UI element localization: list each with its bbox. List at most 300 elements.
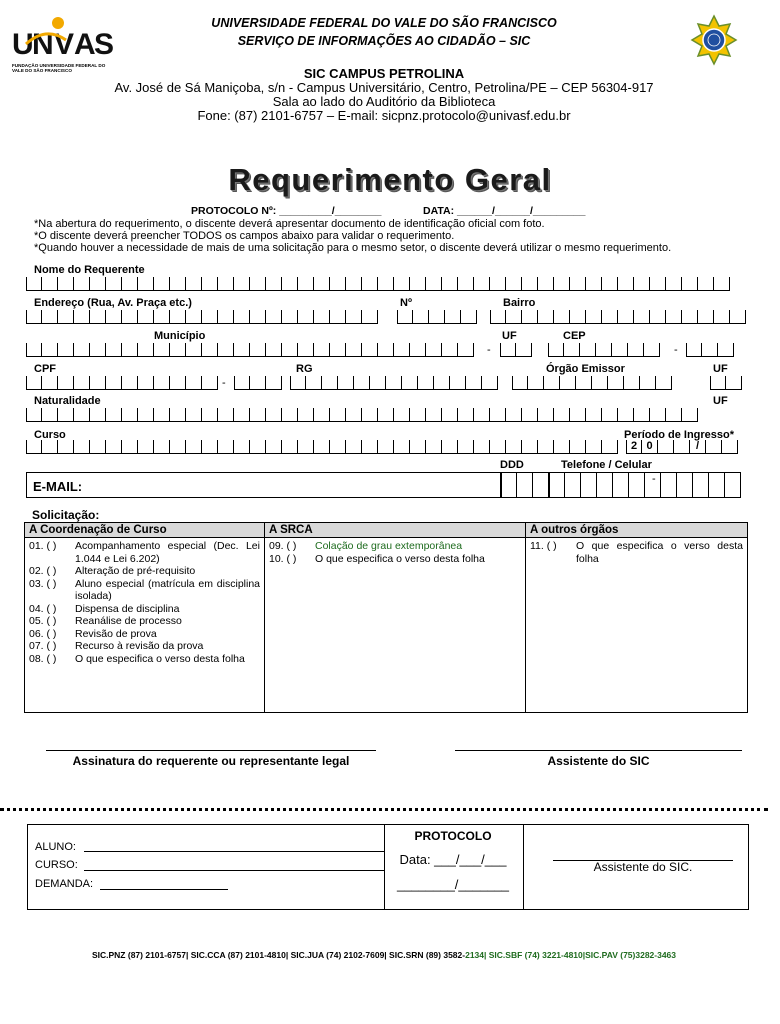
input-cell[interactable] <box>410 277 426 291</box>
input-cell[interactable] <box>138 277 154 291</box>
periodo-cell[interactable]: / <box>690 440 706 454</box>
input-cell[interactable] <box>586 277 602 291</box>
input-cell[interactable] <box>346 277 362 291</box>
input-cell[interactable] <box>122 277 138 291</box>
stub-data[interactable]: Data: ___/___/___ <box>399 852 507 867</box>
input-cell[interactable] <box>370 376 386 390</box>
input-cell[interactable] <box>186 408 202 422</box>
input-cell[interactable] <box>397 310 413 324</box>
input-cell[interactable] <box>170 376 186 390</box>
cpf-input-2[interactable] <box>234 376 282 390</box>
input-cell[interactable] <box>634 277 650 291</box>
input-cell[interactable] <box>202 440 218 454</box>
input-cell[interactable] <box>554 277 570 291</box>
stub-curso-line[interactable] <box>84 870 384 871</box>
input-cell[interactable] <box>418 376 434 390</box>
input-cell[interactable] <box>74 440 90 454</box>
numero-input[interactable] <box>397 310 477 324</box>
orgao-input[interactable] <box>512 376 672 390</box>
input-cell[interactable] <box>282 310 298 324</box>
input-cell[interactable] <box>474 440 490 454</box>
input-cell[interactable] <box>434 376 450 390</box>
input-cell[interactable] <box>702 343 718 357</box>
input-cell[interactable] <box>170 408 186 422</box>
item-checkbox[interactable]: 06. ( ) <box>29 627 57 640</box>
input-cell[interactable] <box>410 408 426 422</box>
input-cell[interactable] <box>725 472 741 498</box>
input-cell[interactable] <box>618 310 634 324</box>
input-cell[interactable] <box>538 408 554 422</box>
input-cell[interactable] <box>314 310 330 324</box>
input-cell[interactable] <box>538 440 554 454</box>
input-cell[interactable] <box>682 408 698 422</box>
input-cell[interactable] <box>442 343 458 357</box>
periodo-cell[interactable] <box>706 440 722 454</box>
input-cell[interactable] <box>26 376 42 390</box>
input-cell[interactable] <box>628 343 644 357</box>
input-cell[interactable] <box>618 277 634 291</box>
input-cell[interactable] <box>458 343 474 357</box>
input-cell[interactable] <box>330 440 346 454</box>
input-cell[interactable] <box>413 310 429 324</box>
input-cell[interactable] <box>282 408 298 422</box>
input-cell[interactable] <box>266 310 282 324</box>
input-cell[interactable] <box>522 408 538 422</box>
input-cell[interactable] <box>474 277 490 291</box>
periodo-cell[interactable]: 0 <box>642 440 658 454</box>
input-cell[interactable] <box>138 408 154 422</box>
input-cell[interactable] <box>490 310 506 324</box>
input-cell[interactable] <box>186 440 202 454</box>
input-cell[interactable] <box>250 376 266 390</box>
input-cell[interactable] <box>522 277 538 291</box>
input-cell[interactable] <box>218 343 234 357</box>
input-cell[interactable] <box>290 376 306 390</box>
input-cell[interactable] <box>234 408 250 422</box>
input-cell[interactable] <box>602 277 618 291</box>
input-cell[interactable] <box>42 376 58 390</box>
input-cell[interactable] <box>597 472 613 498</box>
input-cell[interactable] <box>710 376 726 390</box>
input-cell[interactable] <box>458 277 474 291</box>
municipio-input[interactable] <box>26 343 474 357</box>
endereco-input[interactable] <box>26 310 378 324</box>
input-cell[interactable] <box>650 277 666 291</box>
solicitacao-item[interactable] <box>269 540 521 553</box>
input-cell[interactable] <box>640 376 656 390</box>
input-cell[interactable] <box>202 343 218 357</box>
input-cell[interactable] <box>122 310 138 324</box>
input-cell[interactable] <box>634 408 650 422</box>
input-cell[interactable] <box>58 408 74 422</box>
input-cell[interactable] <box>250 310 266 324</box>
periodo-cell[interactable] <box>658 440 674 454</box>
input-cell[interactable] <box>362 277 378 291</box>
input-cell[interactable] <box>346 343 362 357</box>
input-cell[interactable] <box>106 277 122 291</box>
input-cell[interactable] <box>394 343 410 357</box>
input-cell[interactable] <box>394 277 410 291</box>
input-cell[interactable] <box>282 343 298 357</box>
input-cell[interactable] <box>698 277 714 291</box>
input-cell[interactable] <box>26 277 42 291</box>
input-cell[interactable] <box>378 408 394 422</box>
input-cell[interactable] <box>298 343 314 357</box>
input-cell[interactable] <box>154 408 170 422</box>
input-cell[interactable] <box>106 343 122 357</box>
input-cell[interactable] <box>330 408 346 422</box>
input-cell[interactable] <box>138 310 154 324</box>
input-cell[interactable] <box>544 376 560 390</box>
input-cell[interactable] <box>512 376 528 390</box>
stub-aluno-line[interactable] <box>84 851 384 852</box>
item-checkbox[interactable]: 05. ( ) <box>29 615 57 627</box>
input-cell[interactable] <box>58 376 74 390</box>
input-cell[interactable] <box>450 376 466 390</box>
rg-input[interactable] <box>290 376 498 390</box>
input-cell[interactable] <box>458 408 474 422</box>
input-cell[interactable] <box>466 376 482 390</box>
input-cell[interactable] <box>330 310 346 324</box>
input-cell[interactable] <box>402 376 418 390</box>
input-cell[interactable] <box>266 343 282 357</box>
input-cell[interactable] <box>322 376 338 390</box>
input-cell[interactable] <box>362 343 378 357</box>
input-cell[interactable] <box>693 472 709 498</box>
uf-input-1[interactable] <box>500 343 532 357</box>
input-cell[interactable] <box>394 408 410 422</box>
input-cell[interactable] <box>234 376 250 390</box>
input-cell[interactable] <box>378 440 394 454</box>
nome-input[interactable] <box>26 277 730 291</box>
stub-number[interactable]: ________/_______ <box>396 877 510 892</box>
input-cell[interactable] <box>266 277 282 291</box>
input-cell[interactable] <box>298 408 314 422</box>
input-cell[interactable] <box>596 343 612 357</box>
input-cell[interactable] <box>202 277 218 291</box>
input-cell[interactable] <box>250 343 266 357</box>
input-cell[interactable] <box>122 440 138 454</box>
solicitacao-item[interactable] <box>29 578 260 603</box>
input-cell[interactable] <box>122 408 138 422</box>
periodo-cell[interactable] <box>722 440 738 454</box>
input-cell[interactable] <box>218 440 234 454</box>
input-cell[interactable] <box>442 277 458 291</box>
input-cell[interactable] <box>554 440 570 454</box>
input-cell[interactable] <box>90 277 106 291</box>
input-cell[interactable] <box>170 310 186 324</box>
input-cell[interactable] <box>506 277 522 291</box>
input-cell[interactable] <box>90 343 106 357</box>
input-cell[interactable] <box>314 343 330 357</box>
input-cell[interactable] <box>613 472 629 498</box>
cep-input-1[interactable] <box>548 343 660 357</box>
input-cell[interactable] <box>218 408 234 422</box>
input-cell[interactable] <box>650 408 666 422</box>
solicitacao-item[interactable] <box>29 565 260 578</box>
item-checkbox[interactable]: 08. ( ) <box>29 652 57 665</box>
input-cell[interactable] <box>58 310 74 324</box>
naturalidade-input[interactable] <box>26 408 698 422</box>
input-cell[interactable] <box>426 440 442 454</box>
input-cell[interactable] <box>338 376 354 390</box>
input-cell[interactable] <box>608 376 624 390</box>
input-cell[interactable] <box>202 376 218 390</box>
item-checkbox[interactable]: 02. ( ) <box>29 565 57 577</box>
solicitacao-item[interactable] <box>29 540 260 565</box>
input-cell[interactable] <box>378 343 394 357</box>
input-cell[interactable] <box>410 440 426 454</box>
input-cell[interactable] <box>266 408 282 422</box>
input-cell[interactable] <box>474 408 490 422</box>
input-cell[interactable] <box>26 408 42 422</box>
input-cell[interactable] <box>186 343 202 357</box>
input-cell[interactable] <box>354 376 370 390</box>
input-cell[interactable] <box>266 376 282 390</box>
input-cell[interactable] <box>90 310 106 324</box>
input-cell[interactable] <box>560 376 576 390</box>
input-cell[interactable] <box>154 343 170 357</box>
input-cell[interactable] <box>629 472 645 498</box>
input-cell[interactable] <box>501 472 517 498</box>
input-cell[interactable] <box>90 440 106 454</box>
input-cell[interactable] <box>686 343 702 357</box>
input-cell[interactable] <box>661 472 677 498</box>
input-cell[interactable] <box>234 310 250 324</box>
input-cell[interactable] <box>522 440 538 454</box>
item-checkbox[interactable]: 04. ( ) <box>29 602 57 615</box>
input-cell[interactable] <box>549 472 565 498</box>
cpf-input-1[interactable] <box>26 376 218 390</box>
input-cell[interactable] <box>26 343 42 357</box>
input-cell[interactable] <box>410 343 426 357</box>
input-cell[interactable] <box>330 343 346 357</box>
uf-input-2[interactable] <box>710 376 742 390</box>
item-checkbox[interactable]: 11. ( ) <box>530 540 557 552</box>
periodo-cell[interactable] <box>674 440 690 454</box>
input-cell[interactable] <box>522 310 538 324</box>
input-cell[interactable] <box>490 277 506 291</box>
input-cell[interactable] <box>602 310 618 324</box>
input-cell[interactable] <box>548 343 564 357</box>
solicitacao-item[interactable] <box>29 615 260 628</box>
input-cell[interactable] <box>666 408 682 422</box>
input-cell[interactable] <box>564 343 580 357</box>
bairro-input[interactable] <box>490 310 746 324</box>
input-cell[interactable] <box>426 408 442 422</box>
input-cell[interactable] <box>682 277 698 291</box>
input-cell[interactable] <box>234 440 250 454</box>
input-cell[interactable] <box>482 376 498 390</box>
solicitacao-item[interactable] <box>530 540 743 565</box>
input-cell[interactable] <box>426 277 442 291</box>
input-cell[interactable] <box>570 408 586 422</box>
input-cell[interactable] <box>445 310 461 324</box>
input-cell[interactable] <box>576 376 592 390</box>
input-cell[interactable] <box>362 440 378 454</box>
input-cell[interactable] <box>186 277 202 291</box>
input-cell[interactable] <box>250 440 266 454</box>
input-cell[interactable] <box>730 310 746 324</box>
input-cell[interactable] <box>586 310 602 324</box>
email-input[interactable] <box>26 472 501 498</box>
input-cell[interactable] <box>602 408 618 422</box>
input-cell[interactable] <box>634 310 650 324</box>
input-cell[interactable] <box>298 310 314 324</box>
input-cell[interactable] <box>74 376 90 390</box>
input-cell[interactable] <box>586 408 602 422</box>
input-cell[interactable] <box>581 472 597 498</box>
input-cell[interactable] <box>570 310 586 324</box>
input-cell[interactable] <box>314 408 330 422</box>
input-cell[interactable] <box>250 277 266 291</box>
input-cell[interactable] <box>490 408 506 422</box>
input-cell[interactable] <box>74 408 90 422</box>
item-checkbox[interactable]: 10. ( ) <box>269 552 297 565</box>
input-cell[interactable] <box>154 277 170 291</box>
input-cell[interactable] <box>570 277 586 291</box>
input-cell[interactable] <box>586 440 602 454</box>
input-cell[interactable] <box>218 277 234 291</box>
input-cell[interactable] <box>58 277 74 291</box>
input-cell[interactable] <box>74 343 90 357</box>
input-cell[interactable] <box>528 376 544 390</box>
input-cell[interactable] <box>298 277 314 291</box>
input-cell[interactable] <box>506 310 522 324</box>
input-cell[interactable] <box>170 277 186 291</box>
input-cell[interactable] <box>714 277 730 291</box>
input-cell[interactable] <box>554 408 570 422</box>
input-cell[interactable] <box>42 277 58 291</box>
periodo-cell[interactable]: 2 <box>626 440 642 454</box>
input-cell[interactable] <box>656 376 672 390</box>
input-cell[interactable] <box>650 310 666 324</box>
input-cell[interactable] <box>234 343 250 357</box>
input-cell[interactable] <box>186 376 202 390</box>
input-cell[interactable] <box>74 310 90 324</box>
input-cell[interactable] <box>26 440 42 454</box>
telefone-input[interactable] <box>549 472 741 498</box>
input-cell[interactable] <box>298 440 314 454</box>
input-cell[interactable] <box>362 408 378 422</box>
input-cell[interactable] <box>122 343 138 357</box>
input-cell[interactable] <box>394 440 410 454</box>
input-cell[interactable] <box>202 310 218 324</box>
input-cell[interactable] <box>580 343 596 357</box>
solicitacao-item[interactable] <box>29 603 260 616</box>
input-cell[interactable] <box>698 310 714 324</box>
input-cell[interactable] <box>250 408 266 422</box>
input-cell[interactable] <box>612 343 628 357</box>
input-cell[interactable] <box>506 440 522 454</box>
input-cell[interactable] <box>154 376 170 390</box>
input-cell[interactable] <box>106 408 122 422</box>
input-cell[interactable] <box>266 440 282 454</box>
cep-input-2[interactable] <box>686 343 734 357</box>
input-cell[interactable] <box>202 408 218 422</box>
ddd-input[interactable] <box>501 472 549 498</box>
input-cell[interactable] <box>42 343 58 357</box>
input-cell[interactable] <box>666 277 682 291</box>
input-cell[interactable] <box>346 440 362 454</box>
input-cell[interactable] <box>624 376 640 390</box>
input-cell[interactable] <box>682 310 698 324</box>
input-cell[interactable] <box>234 277 250 291</box>
stub-demanda-line[interactable] <box>100 889 228 890</box>
input-cell[interactable] <box>429 310 445 324</box>
input-cell[interactable] <box>42 310 58 324</box>
input-cell[interactable] <box>58 343 74 357</box>
input-cell[interactable] <box>42 440 58 454</box>
input-cell[interactable] <box>517 472 533 498</box>
input-cell[interactable] <box>106 440 122 454</box>
input-cell[interactable] <box>106 310 122 324</box>
input-cell[interactable] <box>282 440 298 454</box>
solicitacao-item[interactable] <box>269 553 521 566</box>
input-cell[interactable] <box>533 472 549 498</box>
input-cell[interactable] <box>538 310 554 324</box>
input-cell[interactable] <box>138 376 154 390</box>
input-cell[interactable] <box>170 343 186 357</box>
input-cell[interactable] <box>461 310 477 324</box>
input-cell[interactable] <box>506 408 522 422</box>
input-cell[interactable] <box>618 408 634 422</box>
input-cell[interactable] <box>570 440 586 454</box>
input-cell[interactable] <box>170 440 186 454</box>
input-cell[interactable] <box>106 376 122 390</box>
input-cell[interactable] <box>122 376 138 390</box>
input-cell[interactable] <box>58 440 74 454</box>
solicitacao-item[interactable] <box>29 628 260 641</box>
item-checkbox[interactable]: 03. ( ) <box>29 577 57 590</box>
input-cell[interactable] <box>426 343 442 357</box>
input-cell[interactable] <box>490 440 506 454</box>
input-cell[interactable] <box>666 310 682 324</box>
item-checkbox[interactable]: 07. ( ) <box>29 640 57 652</box>
input-cell[interactable] <box>386 376 402 390</box>
input-cell[interactable] <box>42 408 58 422</box>
input-cell[interactable] <box>378 277 394 291</box>
input-cell[interactable] <box>718 343 734 357</box>
input-cell[interactable] <box>726 376 742 390</box>
input-cell[interactable] <box>186 310 202 324</box>
input-cell[interactable] <box>677 472 693 498</box>
input-cell[interactable] <box>458 440 474 454</box>
input-cell[interactable] <box>362 310 378 324</box>
input-cell[interactable] <box>442 440 458 454</box>
curso-input[interactable] <box>26 440 618 454</box>
input-cell[interactable] <box>346 310 362 324</box>
item-checkbox[interactable]: 01. ( ) <box>29 540 57 552</box>
input-cell[interactable] <box>90 408 106 422</box>
input-cell[interactable] <box>90 376 106 390</box>
input-cell[interactable] <box>306 376 322 390</box>
input-cell[interactable] <box>346 408 362 422</box>
solicitacao-item[interactable] <box>29 653 260 666</box>
input-cell[interactable] <box>554 310 570 324</box>
input-cell[interactable] <box>218 310 234 324</box>
input-cell[interactable] <box>516 343 532 357</box>
input-cell[interactable] <box>709 472 725 498</box>
input-cell[interactable] <box>644 343 660 357</box>
input-cell[interactable] <box>26 310 42 324</box>
input-cell[interactable] <box>714 310 730 324</box>
input-cell[interactable] <box>154 440 170 454</box>
solicitacao-item[interactable] <box>29 640 260 653</box>
periodo-input[interactable] <box>626 440 738 454</box>
input-cell[interactable] <box>74 277 90 291</box>
input-cell[interactable] <box>330 277 346 291</box>
